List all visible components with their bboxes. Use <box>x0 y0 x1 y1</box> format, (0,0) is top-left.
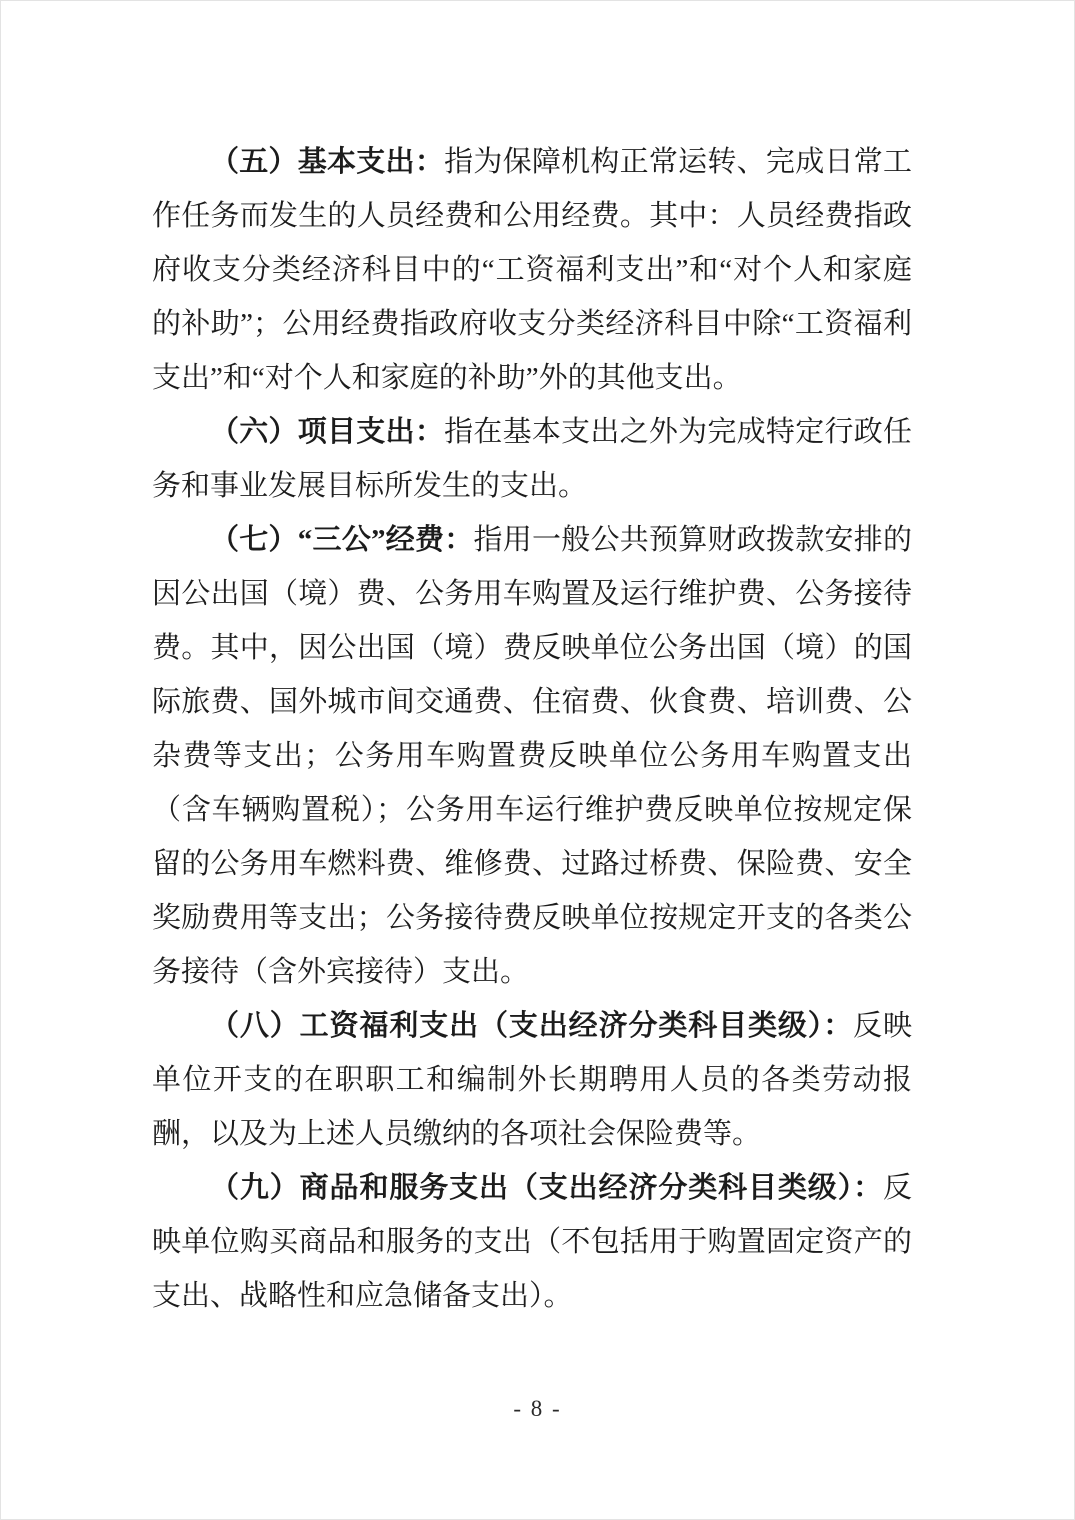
paragraph-body: 指为保障机构正常运转、完成日常工作任务而发生的人员经费和公用经费。其中：人员经费指政府收支分类经济科目中的“工资福利支出”和“对个人和家庭的补助”；公用经费指政府收支分类经济科目中除“工资福利支出”和“对个人和家庭的补助”外的其他支出。 <box>152 146 912 394</box>
page-number: - 8 - <box>513 1396 562 1421</box>
paragraph-heading: （九）商品和服务支出（支出经济分类科目类级）： <box>210 1172 883 1204</box>
paragraph-body: 指在基本支出之外为完成特定行政任务和事业发展目标所发生的支出。 <box>152 416 912 502</box>
paragraph-body: 反映单位开支的在职职工和编制外长期聘用人员的各类劳动报酬，以及为上述人员缴纳的各项社会保险费等。 <box>152 1010 912 1150</box>
paragraph-heading: （五）基本支出： <box>210 146 445 178</box>
paragraph-heading: （七）“三公”经费： <box>210 524 474 556</box>
paragraph-item-5 <box>152 135 912 405</box>
document-body <box>152 135 912 1323</box>
paragraph-item-9 <box>152 1161 912 1323</box>
paragraph-item-8 <box>152 999 912 1161</box>
paragraph-item-6 <box>152 405 912 513</box>
paragraph-item-7 <box>152 513 912 999</box>
paragraph-body: 指用一般公共预算财政拨款安排的因公出国（境）费、公务用车购置及运行维护费、公务接待费。其中，因公出国（境）费反映单位公务出国（境）的国际旅费、国外城市间交通费、住宿费、伙食费、培训费、公杂费等支出；公务用车购置费反映单位公务用车购置支出（含车辆购置税）；公务用车运行维护费反映单位按规定保留的公务用车燃料费、维修费、过路过桥费、保险费、安全奖励费用等支出；公务接待费反映单位按规定开支的各类公务接待（含外宾接待）支出。 <box>152 524 912 988</box>
paragraph-body: 反映单位购买商品和服务的支出（不包括用于购置固定资产的支出、战略性和应急储备支出）。 <box>152 1172 912 1312</box>
paragraph-heading: （八）工资福利支出（支出经济分类科目类级）： <box>210 1010 854 1042</box>
paragraph-heading: （六）项目支出： <box>210 416 445 448</box>
